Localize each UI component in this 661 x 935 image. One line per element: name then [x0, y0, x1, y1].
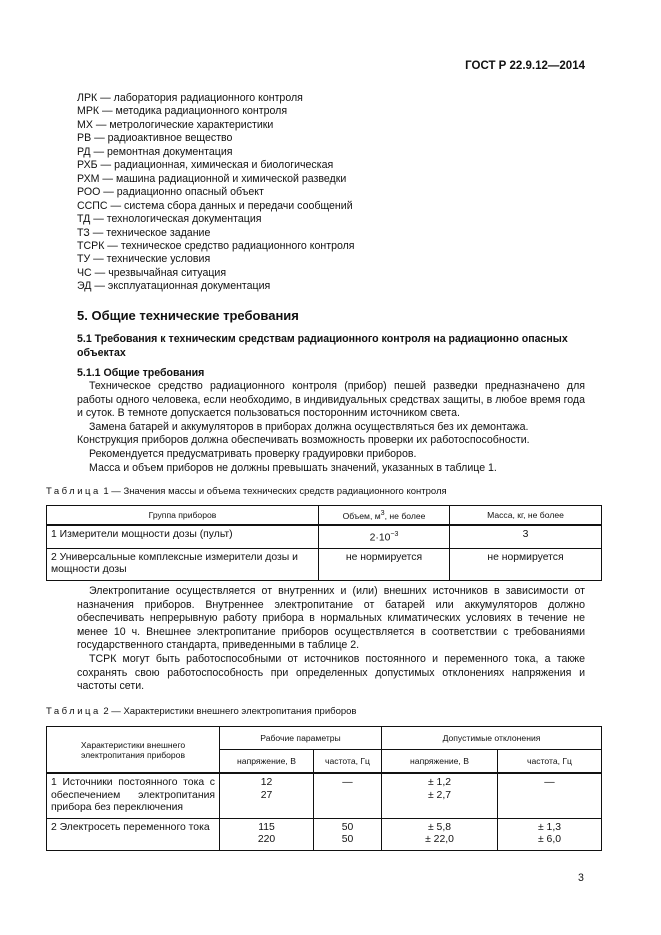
cell: 115 220: [220, 818, 314, 850]
superscript: −3: [390, 530, 399, 538]
header-cell: Масса, кг, не более: [450, 506, 602, 525]
table-label: Таблица: [46, 706, 101, 717]
header-cell: напряжение, В: [382, 750, 498, 774]
list-item: ТД — технологическая документация: [77, 213, 262, 226]
cell: 1 Источники постоянного тока с обеспечением электропитания прибора без переключения: [47, 773, 220, 818]
cell: 1 Измерители мощности дозы (пульт): [47, 525, 319, 548]
paragraph: Электропитание осуществляется от внутренних и (или) внешних источников в зависимости от назначения приборов. Внутреннее электропитание от батарей или аккумуляторов должно обеспечивать непрерывную работу прибора в нормальных климатических условиях в течение не менее 10 ч. Внешнее электропитание приборов осуществляется в соответствии с требованиями государственного стандарта, приведенными в таблице 2.: [77, 585, 585, 652]
abbreviation-list: [77, 92, 355, 294]
table-caption: [46, 486, 447, 497]
paragraph-block: [77, 585, 585, 694]
paragraph: Техническое средство радиационного контроля (прибор) пешей разведки предназначено для работы одного человека, если необходимо, в индивидуальных средствах защиты, в любое время года и суток. В темноте допускается пользоваться посторонним источником света.: [77, 380, 585, 420]
cell: 50 50: [314, 818, 382, 850]
list-item: МРК — методика радиационного контроля: [77, 105, 288, 118]
list-item: РОО — радиационно опасный объект: [77, 186, 264, 199]
cell: 2 Универсальные комплексные измерители дозы и мощности дозы: [47, 548, 319, 580]
list-item: РХБ — радиационная, химическая и биологическая: [77, 159, 334, 172]
superscript: 3: [380, 509, 385, 517]
cell: ± 1,2 ± 2,7: [382, 773, 498, 818]
page-number: 3: [578, 872, 584, 884]
header-cell: Рабочие параметры: [220, 727, 382, 750]
list-item: МХ — метрологические характеристики: [77, 118, 274, 131]
caption-text: 1 — Значения массы и объема технических средств радиационного контроля: [100, 486, 447, 497]
section-heading: 5. Общие технические требования: [77, 308, 299, 323]
cell: [319, 525, 450, 548]
list-item: ТЗ — техническое задание: [77, 226, 211, 239]
header-cell: напряжение, В: [220, 750, 314, 774]
header-cell: частота, Гц: [314, 750, 382, 774]
cell: 12 27: [220, 773, 314, 818]
cell: 3: [450, 525, 602, 548]
list-item: РД — ремонтная документация: [77, 145, 233, 158]
paragraph: Рекомендуется предусматривать проверку градуировки приборов.: [89, 447, 417, 460]
list-item: ЛРК — лаборатория радиационного контроля: [77, 92, 303, 104]
table-row: [47, 548, 602, 580]
list-item: ЧС — чрезвычайная ситуация: [77, 266, 227, 279]
list-item: РХМ — машина радиационной и химической разведки: [77, 172, 347, 185]
power-supply-table: [46, 726, 602, 851]
list-item: ТСРК — техническое средство радиационного контроля: [77, 239, 355, 252]
subsection-heading: 5.1 Требования к техническим средствам радиационного контроля на радиационно опасных объектах: [77, 333, 568, 359]
cell: не нормируется: [319, 548, 450, 580]
list-item: РВ — радиоактивное вещество: [77, 132, 233, 145]
value: 2·10: [369, 532, 391, 544]
header-cell: Характеристики внешнего электропитания приборов: [47, 727, 220, 774]
list-item: ССПС — система сбора данных и передачи сообщений: [77, 199, 353, 212]
cell: 2 Электросеть переменного тока: [47, 818, 220, 850]
subsubsection-heading: 5.1.1 Общие требования: [77, 367, 205, 379]
header-text: Объем, м: [342, 510, 381, 521]
caption-text: 2 — Характеристики внешнего электропитания приборов: [100, 706, 357, 717]
paragraph-block: [77, 380, 585, 475]
paragraph: Масса и объем приборов не должны превышать значений, указанных в таблице 1.: [89, 461, 497, 474]
standard-header: ГОСТ Р 22.9.12—2014: [465, 60, 585, 72]
header-cell: [319, 506, 450, 525]
table-header-row: [47, 506, 602, 525]
cell: ± 5,8 ± 22,0: [382, 818, 498, 850]
table-header-row: [47, 727, 602, 750]
list-item: ЭД — эксплуатационная документация: [77, 280, 271, 293]
table-row: [47, 525, 602, 548]
header-cell: Группа приборов: [47, 506, 319, 525]
list-item: ТУ — технические условия: [77, 253, 211, 266]
table-row: [47, 773, 602, 818]
paragraph: ТСРК могут быть работоспособными от источников постоянного и переменного тока, а также сохранять свою работоспособность при определенных допустимых отклонениях напряжения и частоты сети.: [77, 652, 585, 693]
mass-volume-table: [46, 505, 602, 581]
header-cell: частота, Гц: [498, 750, 602, 774]
table-row: [47, 818, 602, 850]
cell: не нормируется: [450, 548, 602, 580]
table-caption: [46, 706, 356, 717]
cell: ± 1,3 ± 6,0: [498, 818, 602, 850]
cell: —: [498, 773, 602, 818]
cell: —: [314, 773, 382, 818]
paragraph: Конструкция приборов должна обеспечивать возможность проверки их работоспособности.: [77, 434, 530, 447]
paragraph: Замена батарей и аккумуляторов в приборах должна осуществляться без их демонтажа.: [89, 420, 529, 433]
header-text: , не более: [384, 510, 426, 521]
table-label: Таблица: [46, 486, 101, 497]
header-cell: Допустимые отклонения: [382, 727, 602, 750]
